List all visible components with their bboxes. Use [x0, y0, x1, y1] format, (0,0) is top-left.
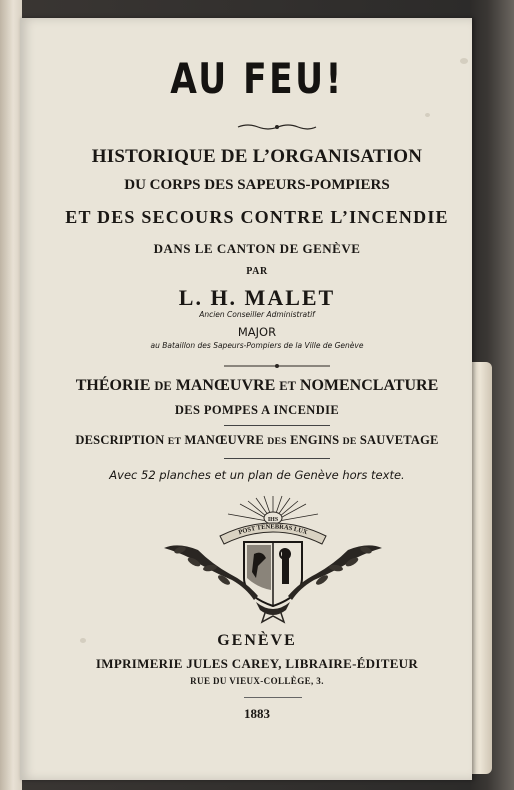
subtitle-line-2: DU CORPS DES SAPEURS-POMPIERS — [124, 177, 390, 193]
subtitle-line-3: ET DES SECOURS CONTRE L’INCENDIE — [65, 207, 449, 227]
rule — [224, 458, 330, 459]
divider-ornament — [222, 362, 332, 370]
description-line: DESCRIPTION ET MANŒUVRE DES ENGINS DE SAUVETAGE — [75, 433, 439, 447]
subtitle-line-4: DANS LE CANTON DE GENÈVE — [153, 241, 361, 256]
imprint-city: GENÈVE — [217, 632, 297, 649]
emblem-motto: POST TENEBRAS LUX — [237, 523, 309, 537]
rule — [244, 697, 302, 698]
author-rank: MAJOR — [237, 325, 277, 339]
pompes-line: DES POMPES A INCENDIE — [174, 403, 340, 417]
par-label: PAR — [246, 266, 268, 277]
imprint-year: 1883 — [244, 706, 270, 721]
subtitle-line-1: HISTORIQUE DE L’ORGANISATION — [91, 146, 423, 167]
theorie-line: THÉORIE DE MANŒUVRE ET NOMENCLATURE — [75, 377, 439, 394]
title-ornament — [236, 122, 318, 132]
geneva-coat-of-arms-emblem — [158, 492, 388, 626]
imprint-address: RUE DU VIEUX-COLLÈGE, 3. — [190, 676, 324, 686]
imprint-printer: IMPRIMERIE JULES CAREY, LIBRAIRE-ÉDITEUR — [95, 656, 419, 671]
sun-monogram: IHS — [267, 517, 279, 523]
author-role-2: au Bataillon des Sapeurs-Pompiers de la Ville de Genève — [150, 341, 364, 350]
foxing-spot — [425, 113, 430, 117]
rule — [224, 425, 330, 426]
book-title: AU FEU! — [170, 54, 344, 103]
author-name: L. H. MALET — [178, 285, 336, 310]
planches-note: Avec 52 planches et un plan de Genève hors texte. — [109, 468, 405, 482]
author-role-1: Ancien Conseiller Administratif — [199, 310, 315, 319]
